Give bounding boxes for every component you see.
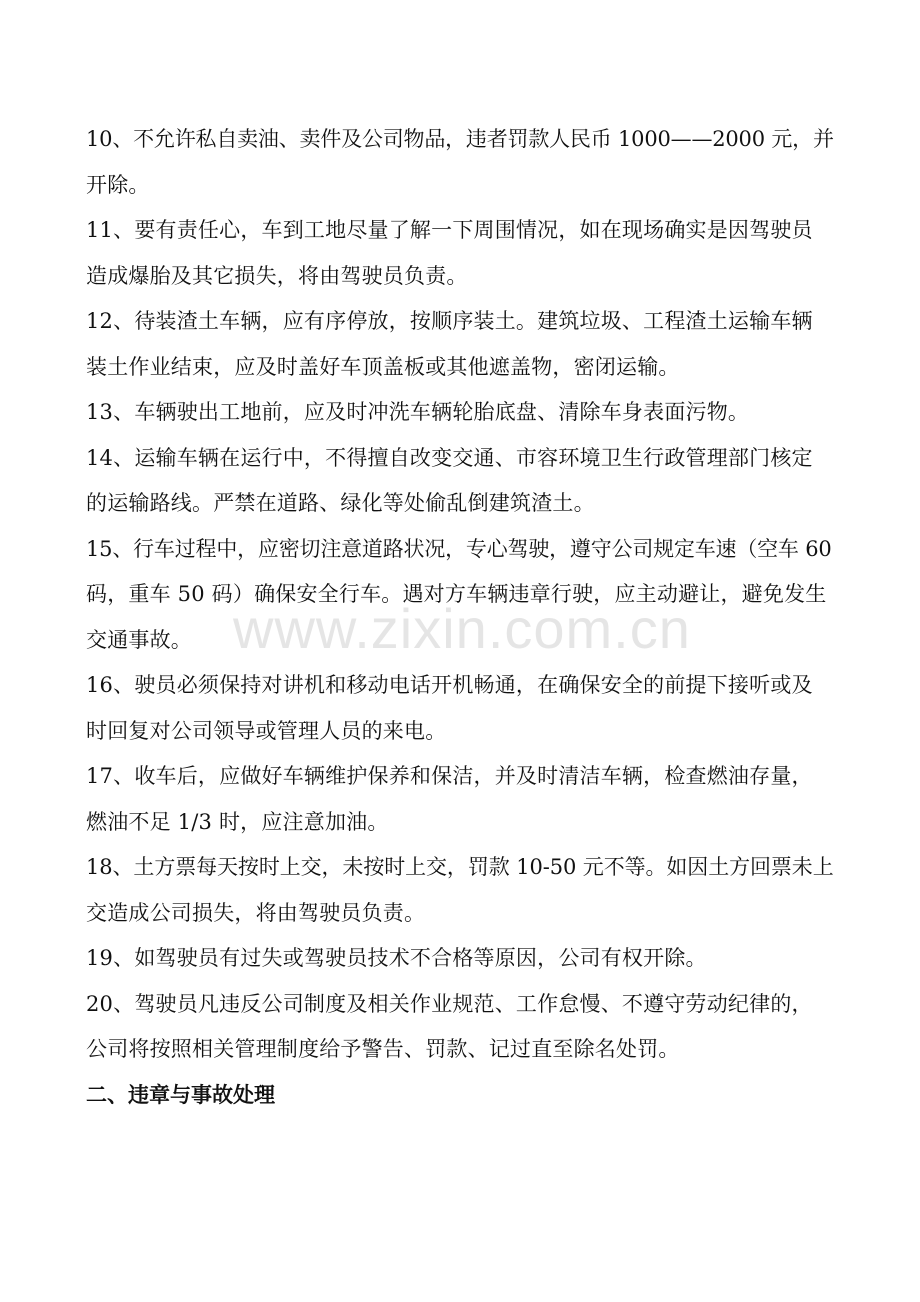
- text-line: 15、行车过程中，应密切注意道路状况，专心驾驶，遵守公司规定车速（空车 60: [86, 536, 832, 561]
- rule-item-14: [86, 436, 834, 527]
- text-line: 造成爆胎及其它损失，将由驾驶员负责。: [86, 263, 468, 288]
- rule-item-20: [86, 982, 834, 1073]
- text-line: 20、驾驶员凡违反公司制度及相关作业规范、工作怠慢、不遵守劳动纪律的，: [86, 991, 813, 1016]
- rule-item-13: [86, 390, 834, 436]
- text-line: 开除。: [86, 172, 150, 197]
- text-line: 时回复对公司领导或管理人员的来电。: [86, 718, 447, 743]
- text-line: 12、待装渣土车辆，应有序停放，按顺序装土。建筑垃圾、工程渣土运输车辆: [86, 309, 813, 333]
- text-line: 16、驶员必须保持对讲机和移动电话开机畅通，在确保安全的前提下接听或及: [86, 673, 813, 697]
- text-line: 装土作业结束，应及时盖好车顶盖板或其他遮盖物，密闭运输。: [86, 354, 680, 379]
- text-line: 码，重车 50 码）确保安全行车。遇对方车辆违章行驶，应主动避让，避免发生: [86, 582, 827, 606]
- text-line: 燃油不足 1/3 时，应注意加油。: [86, 809, 389, 834]
- text-line: 19、如驾驶员有过失或驾驶员技术不合格等原因，公司有权开除。: [86, 946, 707, 970]
- section-heading: 二、违章与事故处理: [86, 1082, 275, 1107]
- rule-item-18: [86, 845, 834, 936]
- text-line: 公司将按照相关管理制度给予警告、罚款、记过直至除名处罚。: [86, 1037, 680, 1061]
- text-line: 11、要有责任心，车到工地尽量了解一下周围情况，如在现场确实是因驾驶员: [86, 218, 813, 242]
- rule-item-16: [86, 663, 834, 754]
- text-line: 10、不允许私自卖油、卖件及公司物品，违者罚款人民币 1000——2000 元，并: [86, 127, 834, 151]
- rule-item-17: [86, 754, 834, 845]
- text-line: 交通事故。: [86, 627, 192, 652]
- rule-item-10: [86, 117, 834, 208]
- rule-item-11: [86, 208, 834, 299]
- rule-item-15: [86, 527, 834, 664]
- watermark: www.zixin.com.cn: [233, 597, 691, 660]
- text-line: 13、车辆驶出工地前，应及时冲洗车辆轮胎底盘、清除车身表面污物。: [86, 400, 750, 424]
- rule-item-19: [86, 936, 834, 982]
- text-line: 17、收车后，应做好车辆维护保养和保洁，并及时清洁车辆，检查燃油存量，: [86, 764, 813, 788]
- text-line: 交造成公司损失，将由驾驶员负责。: [86, 900, 426, 925]
- text-line: 14、运输车辆在运行中，不得擅自改变交通、市容环境卫生行政管理部门核定: [86, 445, 813, 470]
- rule-item-12: [86, 299, 834, 390]
- text-line: 的运输路线。严禁在道路、绿化等处偷乱倒建筑渣土。: [86, 491, 595, 515]
- document-body: [86, 117, 834, 1118]
- text-line: 18、土方票每天按时上交，未按时上交，罚款 10-50 元不等。如因土方回票未上: [86, 855, 834, 879]
